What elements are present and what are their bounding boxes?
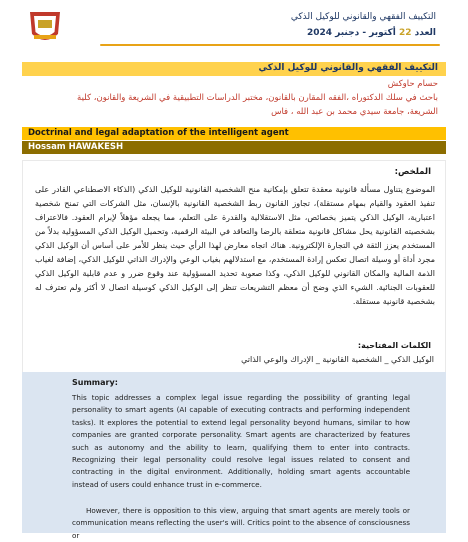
page-header: [0, 0, 468, 58]
arabic-keywords-label: [358, 341, 431, 350]
arabic-affiliation-line2: الشريعة، جامعة سيدي محمد بن عبد الله ، فاس: [271, 107, 438, 117]
arabic-abstract-box: [22, 160, 446, 384]
arabic-abstract-label: الملخص:: [394, 167, 431, 177]
english-author-name: Hossam HAWAKESH: [22, 141, 446, 154]
issue-number: 22: [398, 28, 412, 38]
issue-date: أكتوبر - دجنبر 2024: [306, 28, 396, 38]
journal-title: التكييف الفقهي والقانوني للوكيل الذكي: [290, 12, 436, 22]
english-summary-label: Summary:: [72, 378, 118, 387]
keywords-label: الكلمات المفتاحية:: [357, 341, 431, 350]
english-summary-paragraph2: However, there is opposition to this view, arguing that smart agents are merely tools or communication means reflecting the user's will. Critics point to the absence of consciousness or: [72, 506, 410, 540]
english-summary-paragraph1: This topic addresses a complex legal issue regarding the possibility of granting legal personality to smart agents (AI capable of executing contracts and performing independent tasks). It explores the potential to extend legal personality beyond humans, similar to how companies are granted corporate personality. Smart agents are characterized by features such as autonomy and the ability to learn, qualifying them to enter into contracts. Recognizing their legal personality could resolve legal issues related to consent and contracting in the digital environment. Additionally, holding smart agents accountable instead of users could enhance trust in e-commerce.: [72, 393, 410, 489]
issue-info: [307, 28, 436, 38]
arabic-abstract-text: الموضوع يتناول مسألة قانونية معقدة تتعلق بإمكانية منح الشخصية القانونية للوكيل الذكي (الذكاء الاصطناعي القادر على تنفيذ العقود والقيام بمهام مستقلة)، تجاوز القانون ربط الشخصية القانونية بالإنسان، مثل الشركات التي تمنح شخصية اعتبارية، الوكيل الذكي يتميز بخصائص، مثل الاستقلالية والقدرة على التعلم، مما يجعله مؤهلاً لإبرام العقود. فالاعتراف بشخصيته القانونية يحل مشاكل قانونية متعلقة بالرضا والتعاقد في البيئة الرقمية، وتحميل الوكيل الذكي المسؤولية بدلاً من المستخدم يعزز الثقة في التجارة الإلكترونية. هناك اتجاه معارض لهذا الرأي حيث ينظر للأمر على أساس أن الوكيل الذكي مجرد أداة أو وسيلة اتصال تعكس إرادة المستخدم، مع استدلالهم بغياب الوعي والإدراك الذاتي للوكيل الذكي، إضافة لغياب الذمة المالية والمكان القانوني للوكيل الذكي، وكذا صعوبة تحديد المسؤولية عند وقوع ضرر و عدم قابلية الوكيل الذكي للعقوبات الجنائية. الشيء الذي وضح أن معظم التشريعات تنظر إلى الوكيل الذكي كوسيلة اتصال لا أكثر ولم تعترف له بشخصية قانونية مستقلة.: [35, 185, 435, 306]
journal-crest-logo: [28, 8, 62, 46]
arabic-article-title: التكييف الفقهي والقانوني للوكيل الذكي: [258, 63, 438, 73]
english-article-title: Doctrinal and legal adaptation of the intelligent agent: [22, 127, 446, 140]
arabic-affiliation-line1: باحث في سلك الدكتوراه ،الفقه المقارن بالقانون، مختبر الدراسات التطبيقية في الشريعة والقانون، كلية: [77, 93, 438, 103]
arabic-author-name: حسام حاوكش: [387, 79, 438, 89]
english-summary-box: [22, 372, 446, 540]
arabic-keywords-values: الوكيل الذكي _ الشخصية القانونية _ الإدراك والوعي الذاتي: [241, 355, 434, 364]
issue-prefix: العدد: [414, 28, 436, 38]
header-divider: [100, 44, 440, 46]
